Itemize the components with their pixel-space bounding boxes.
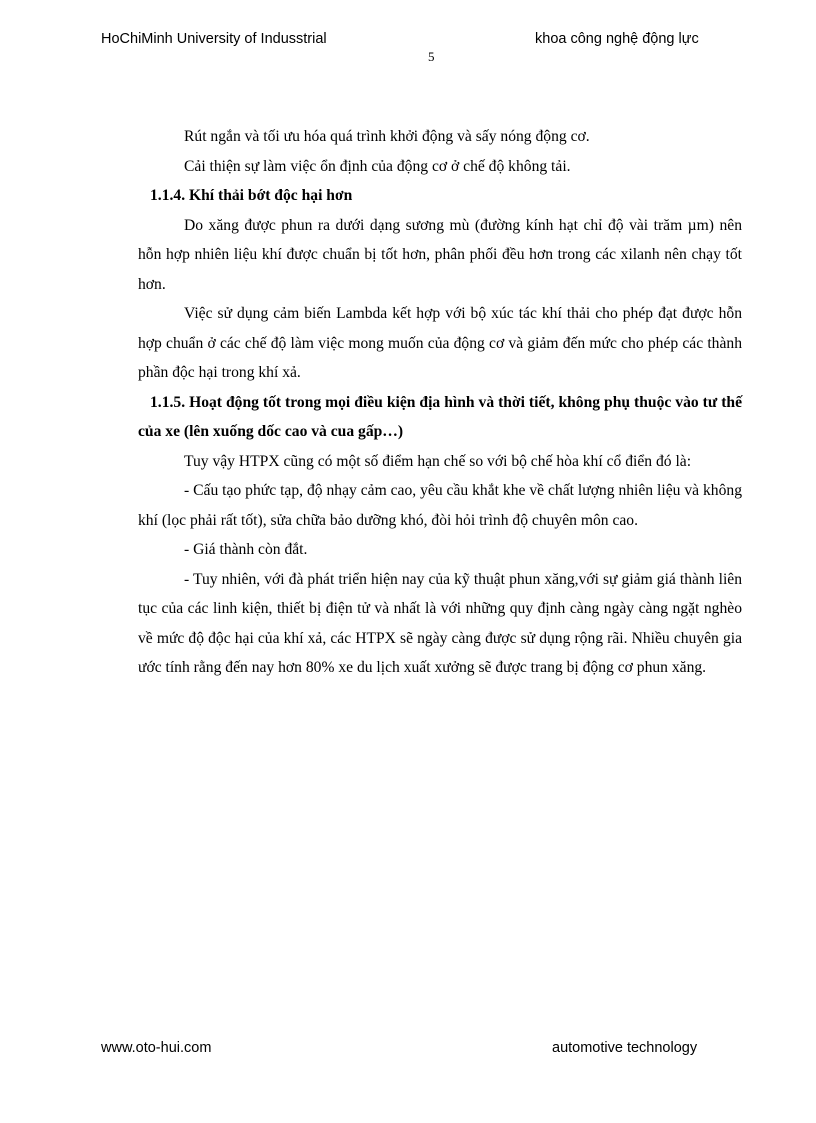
paragraph: Do xăng được phun ra dưới dạng sương mù (đường kính hạt chỉ độ vài trăm µm) nên hỗn hợp nhiên liệu khí được chuẩn bị tốt hơn, phân phối đều hơn trong các xilanh nên chạy tốt hơn. <box>138 216 742 293</box>
section-heading: 1.1.4. Khí thải bớt độc hại hơn <box>150 187 353 204</box>
list-item: - Giá thành còn đắt. <box>184 541 308 558</box>
footer-tagline: automotive technology <box>552 1040 698 1056</box>
paragraph: Rút ngắn và tối ưu hóa quá trình khởi động và sấy nóng động cơ. <box>184 128 590 145</box>
header-university: HoChiMinh University of Indusstrial <box>101 31 327 47</box>
section-heading: 1.1.5. Hoạt động tốt trong mọi điều kiện địa hình và thời tiết, không phụ thuộc vào tư thế của xe (lên xuống dốc cao và cua gấp…) <box>138 393 742 440</box>
paragraph: Việc sử dụng cảm biến Lambda kết hợp với bộ xúc tác khí thải cho phép đạt được hỗn hợp chuẩn ở các chế độ làm việc mong muốn của động cơ và giảm đến mức cho phép các thành phần độc hại trong khí xả. <box>138 305 742 381</box>
paragraph: Cải thiện sự làm việc ổn định của động cơ ở chế độ không tải. <box>184 157 571 175</box>
header-department: khoa công nghệ động lực <box>535 31 699 47</box>
list-item: - Tuy nhiên, với đà phát triển hiện nay của kỹ thuật phun xăng,với sự giảm giá thành liên tục của các linh kiện, thiết bị điện tử và nhất là với những quy định càng ngày càng ngặt nghèo về mức độ độc hại của khí xả, các HTPX sẽ ngày càng được sử dụng rộng rãi. Nhiều chuyên gia ước tính rằng đến nay hơn 80% xe du lịch xuất xưởng sẽ được trang bị động cơ phun xăng. <box>138 570 742 676</box>
paragraph: Tuy vậy HTPX cũng có một số điểm hạn chế so với bộ chế hòa khí cổ điển đó là: <box>184 452 692 470</box>
list-item: - Cấu tạo phức tạp, độ nhạy cảm cao, yêu cầu khắt khe về chất lượng nhiên liệu và không khí (lọc phải rất tốt), sửa chữa bảo dưỡng khó, đòi hỏi trình độ chuyên môn cao. <box>138 482 742 529</box>
page-number: 5 <box>428 49 435 64</box>
document-body <box>138 122 742 683</box>
footer-website: www.oto-hui.com <box>101 1040 212 1056</box>
